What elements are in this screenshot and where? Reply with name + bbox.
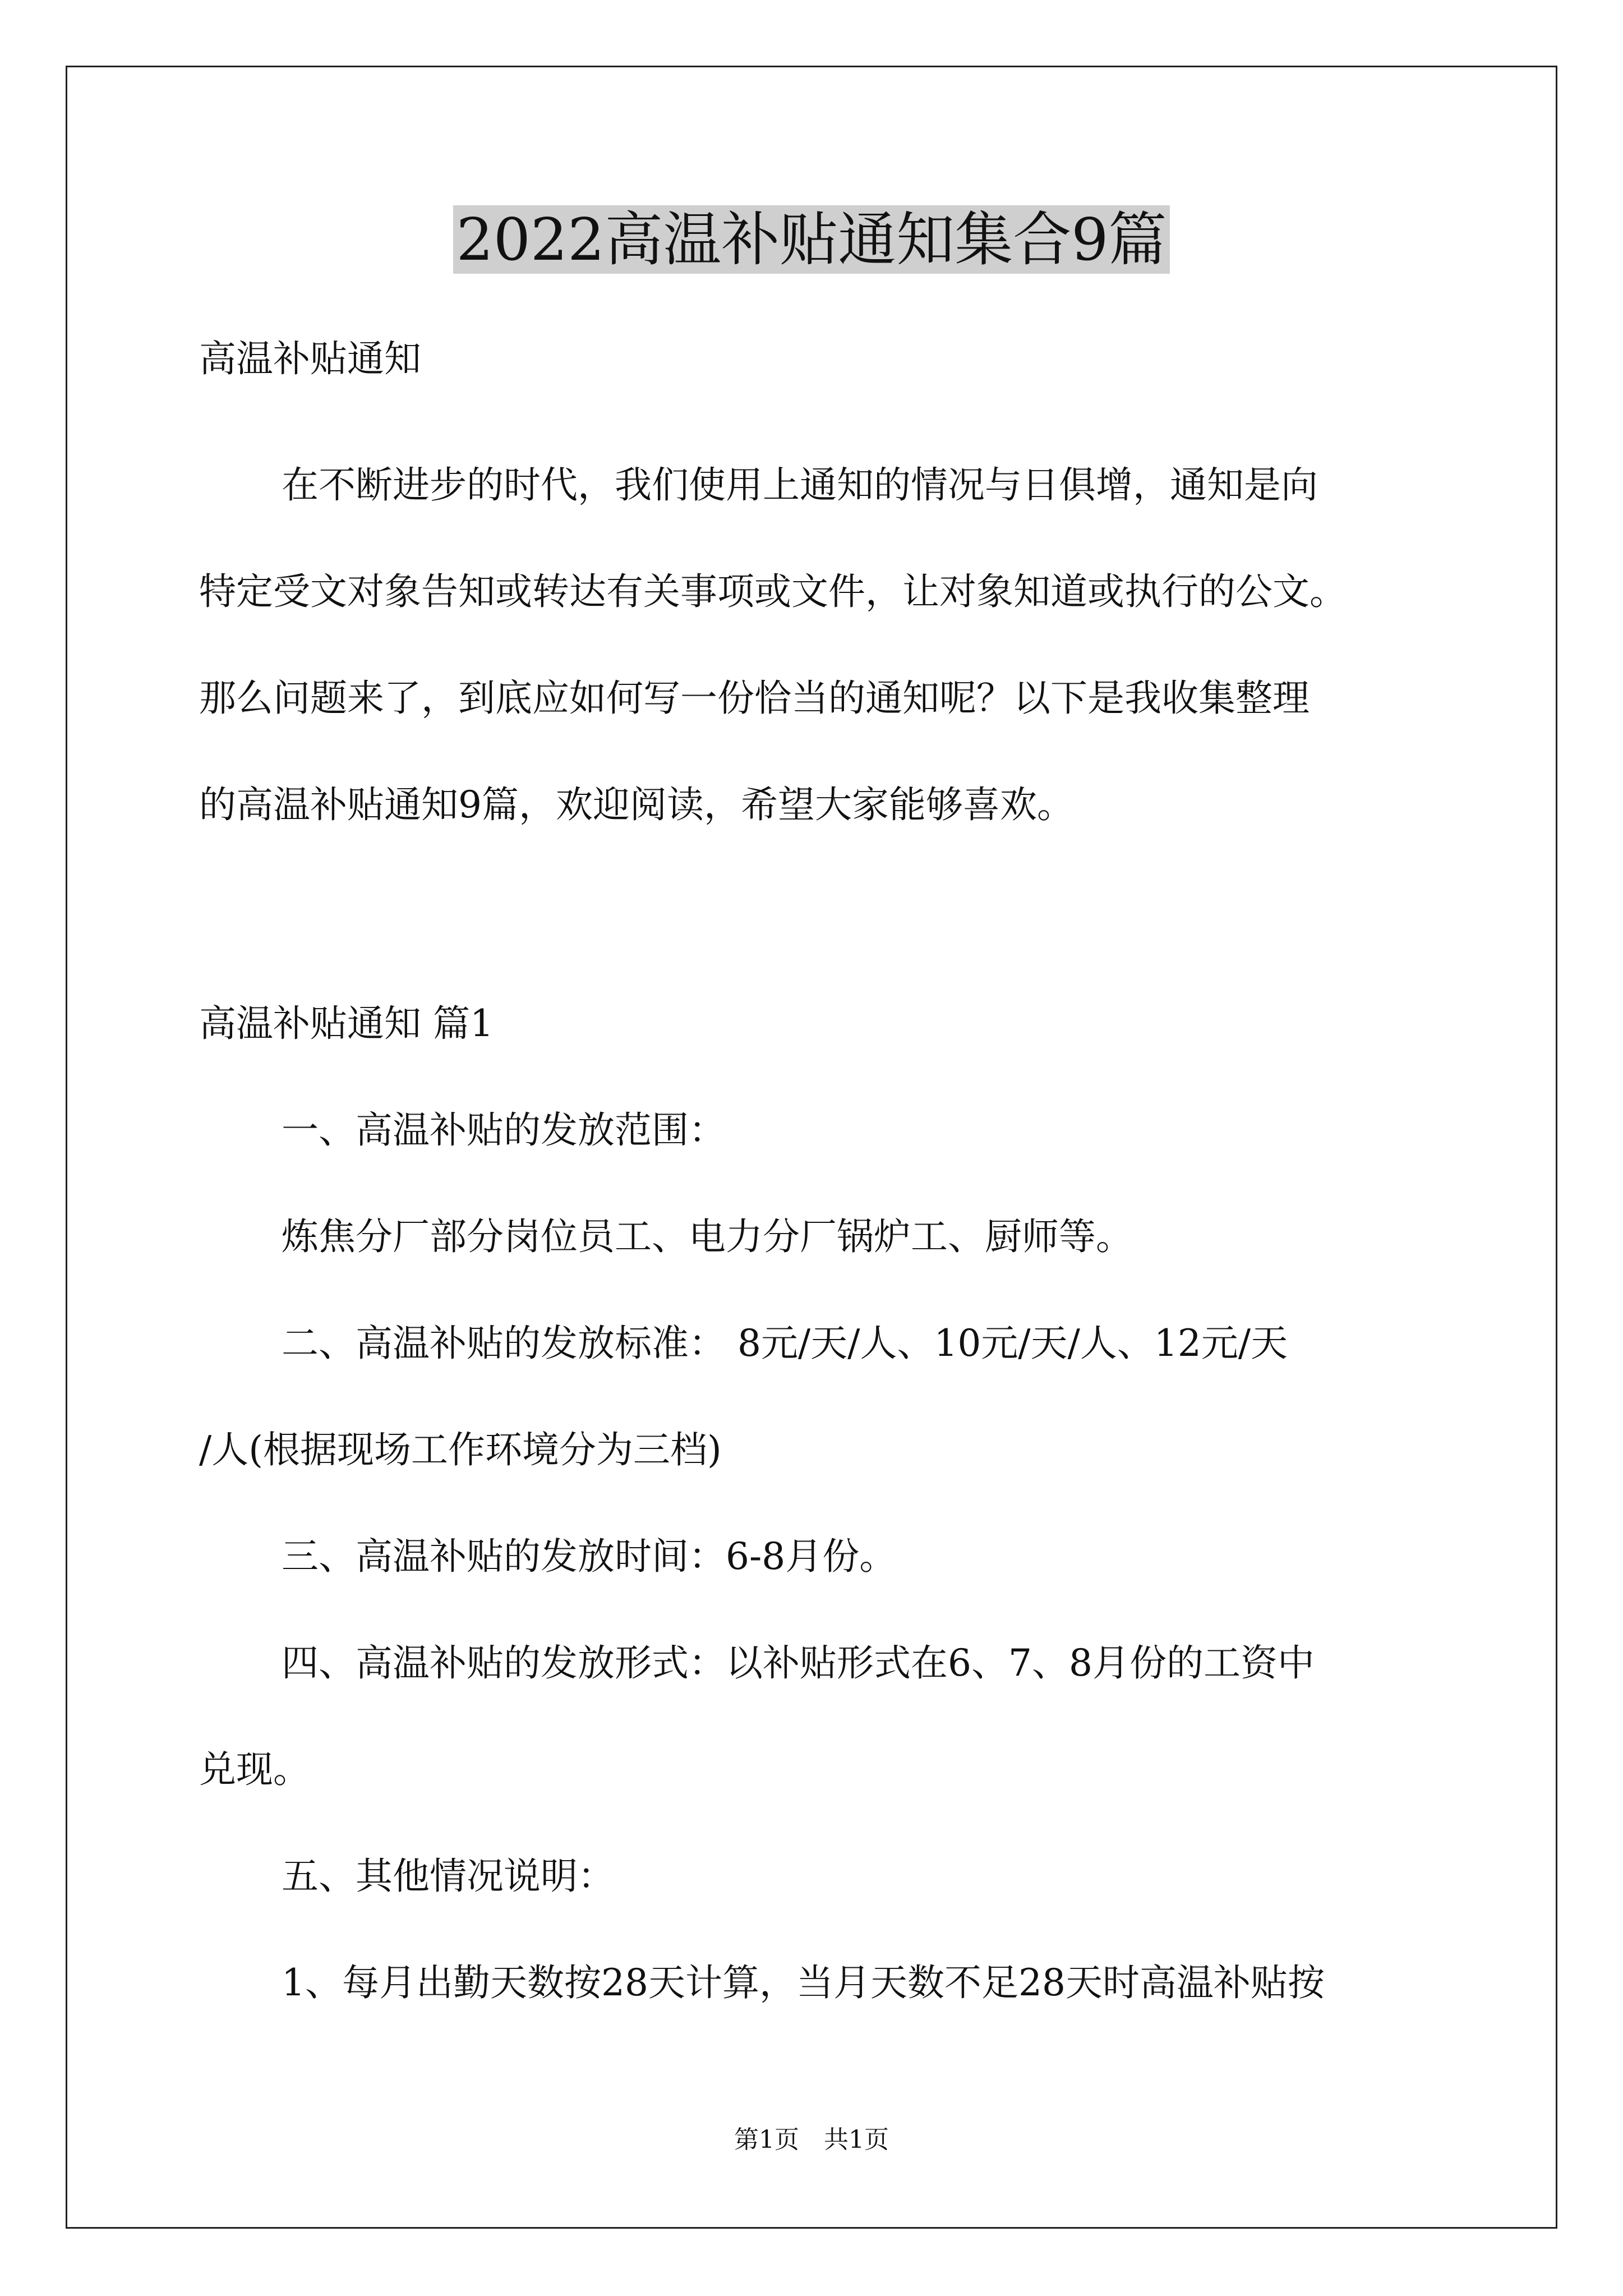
intro-paragraph-line: 那么问题来了，到底应如何写一份恰当的通知呢？以下是我收集整理 xyxy=(199,677,1310,720)
intro-paragraph-line: 特定受文对象告知或转达有关事项或文件，让对象知道或执行的公文。 xyxy=(199,570,1347,613)
document-title: 2022高温补贴通知集合9篇 xyxy=(0,197,1623,282)
section-paragraph-line: 1、每月出勤天数按28天计算，当月天数不足28天时高温补贴按 xyxy=(282,1961,1325,2004)
intro-heading: 高温补贴通知 xyxy=(199,337,421,380)
section-heading: 高温补贴通知 篇1 xyxy=(199,1002,494,1045)
section-paragraph-line: 二、高温补贴的发放标准： 8元/天/人、10元/天/人、12元/天 xyxy=(282,1322,1288,1365)
page-number-footer: 第1页 共1页 xyxy=(734,2125,889,2154)
section-paragraph-line: 一、高温补贴的发放范围： xyxy=(282,1108,726,1152)
section-paragraph-line: 五、其他情况说明： xyxy=(282,1855,615,1898)
intro-paragraph-line: 的高温补贴通知9篇，欢迎阅读，希望大家能够喜欢。 xyxy=(199,783,1074,826)
section-paragraph-line: 三、高温补贴的发放时间：6-8月份。 xyxy=(282,1535,897,1578)
intro-paragraph-line: 在不断进步的时代，我们使用上通知的情况与日俱增，通知是向 xyxy=(282,463,1318,507)
section-paragraph-line: /人(根据现场工作环境分为三档) xyxy=(199,1428,722,1471)
section-paragraph-line: 四、高温补贴的发放形式：以补贴形式在6、7、8月份的工资中 xyxy=(282,1641,1315,1685)
section-paragraph-line: 兑现。 xyxy=(199,1748,310,1791)
section-paragraph-line: 炼焦分厂部分岗位员工、电力分厂锅炉工、厨师等。 xyxy=(282,1215,1133,1258)
